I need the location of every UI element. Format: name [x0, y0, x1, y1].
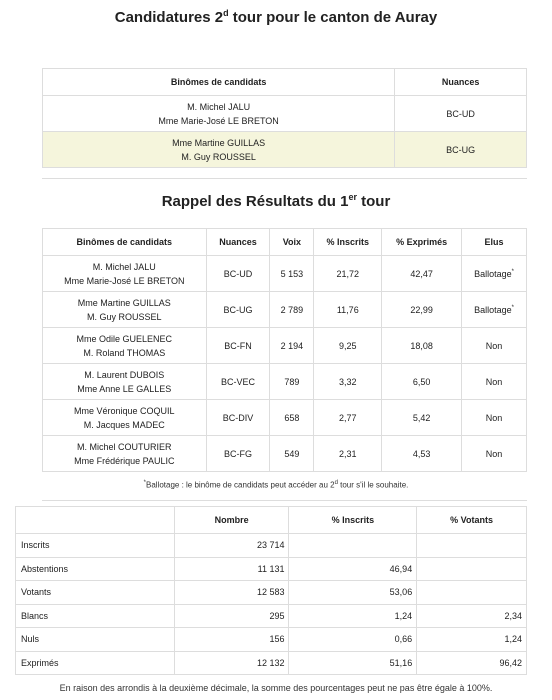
candidates-cell [43, 400, 207, 436]
candidate-name: M. Guy ROUSSEL [181, 151, 256, 162]
stats-inscrits: 0,66 [289, 628, 417, 652]
stats-votants: 96,42 [417, 651, 527, 675]
candidates-cell [43, 96, 395, 132]
header-empty [16, 507, 175, 534]
nuance-cell: BC-VEC [206, 364, 270, 400]
exprimes-cell: 18,08 [382, 328, 462, 364]
second-tour-title [0, 8, 552, 26]
header-elus: Elus [462, 229, 527, 256]
candidate-name: Mme Marie-José LE BRETON [64, 275, 185, 286]
stats-label: Inscrits [16, 534, 175, 558]
title-sup: er [348, 192, 357, 202]
title-text: Rappel des Résultats du 1 [161, 193, 349, 210]
stats-nombre: 11 131 [174, 557, 289, 581]
header-votants: % Votants [417, 507, 527, 534]
divider [42, 500, 527, 501]
header-voix: Voix [270, 229, 314, 256]
title-text-end: tour [356, 193, 391, 210]
candidates-cell [43, 436, 207, 472]
stats-label: Blancs [16, 604, 175, 628]
title-sup: d [223, 8, 229, 18]
candidate-name: Mme Martine GUILLAS [172, 137, 266, 148]
table-header-row [43, 229, 527, 256]
stats-label: Abstentions [16, 557, 175, 581]
voix-cell: 549 [270, 436, 314, 472]
note-sup: d [334, 480, 338, 486]
rounding-footnote: En raison des arrondis à la deuxième décimale, la somme des pourcentages peut ne pas être égale à 100%. [59, 683, 493, 693]
candidates-cell [43, 132, 395, 168]
elus-value: Non [485, 448, 503, 459]
exprimes-cell: 5,42 [382, 400, 462, 436]
elus-asterisk: * [511, 304, 514, 311]
inscrits-cell: 11,76 [314, 292, 382, 328]
candidate-name: Mme Frédérique PAULIC [74, 455, 175, 466]
inscrits-cell: 2,31 [314, 436, 382, 472]
header-exprimes: % Exprimés [382, 229, 462, 256]
stats-inscrits [289, 534, 417, 558]
table-header-row [16, 507, 527, 534]
stats-label: Votants [16, 581, 175, 605]
header-nuances: Nuances [206, 229, 270, 256]
candidate-name: Mme Anne LE GALLES [77, 383, 172, 394]
note-text: Ballotage : le binôme de candidats peut accéder au 2 [145, 480, 335, 490]
stats-nombre: 23 714 [174, 534, 289, 558]
title-text-end: tour pour le canton de Auray [228, 9, 438, 26]
header-binome: Binômes de candidats [43, 229, 207, 256]
stats-label: Nuls [16, 628, 175, 652]
header-binome: Binômes de candidats [43, 69, 395, 96]
exprimes-cell: 42,47 [382, 256, 462, 292]
divider [42, 178, 527, 179]
voix-cell: 2 789 [270, 292, 314, 328]
header-inscrits: % Inscrits [314, 229, 382, 256]
candidates-cell [43, 328, 207, 364]
voix-cell: 5 153 [270, 256, 314, 292]
elus-cell [462, 256, 527, 292]
elus-value: Non [485, 340, 503, 351]
stats-table [15, 506, 527, 675]
stats-votants: 1,24 [417, 628, 527, 652]
stats-row [16, 581, 527, 605]
stats-nombre: 12 583 [174, 581, 289, 605]
note-asterisk: * [143, 480, 146, 486]
stats-nombre: 295 [174, 604, 289, 628]
stats-row [16, 557, 527, 581]
stats-label: Exprimés [16, 651, 175, 675]
elus-cell [462, 292, 527, 328]
candidate-name: M. Roland THOMAS [83, 347, 166, 358]
candidate-name: M. Guy ROUSSEL [87, 311, 162, 322]
header-nombre: Nombre [174, 507, 289, 534]
candidates-cell [43, 256, 207, 292]
candidate-name: M. Laurent DUBOIS [84, 369, 165, 380]
exprimes-cell: 22,99 [382, 292, 462, 328]
nuance-cell: BC-FN [206, 328, 270, 364]
nuance-cell: BC-UG [395, 132, 527, 168]
candidates-cell [43, 292, 207, 328]
stats-inscrits: 1,24 [289, 604, 417, 628]
voix-cell: 2 194 [270, 328, 314, 364]
table-row [43, 436, 527, 472]
elus-cell [462, 328, 527, 364]
nuance-cell: BC-UD [395, 96, 527, 132]
stats-votants [417, 557, 527, 581]
table-header-row [43, 69, 527, 96]
elus-cell [462, 364, 527, 400]
elus-cell [462, 436, 527, 472]
stats-inscrits: 53,06 [289, 581, 417, 605]
candidates-cell [43, 364, 207, 400]
elus-value: Non [485, 412, 503, 423]
candidate-name: M. Michel COUTURIER [77, 441, 172, 452]
header-nuances: Nuances [395, 69, 527, 96]
second-tour-table [42, 68, 527, 168]
nuance-cell: BC-UG [206, 292, 270, 328]
table-row [43, 256, 527, 292]
elus-value: Ballotage [474, 268, 512, 279]
stats-inscrits: 51,16 [289, 651, 417, 675]
stats-row [16, 651, 527, 675]
table-row [43, 292, 527, 328]
table-row [43, 96, 527, 132]
candidate-name: M. Michel JALU [187, 101, 251, 112]
elus-asterisk: * [511, 268, 514, 275]
exprimes-cell: 4,53 [382, 436, 462, 472]
candidate-name: Mme Odile GUELENEC [76, 333, 173, 344]
elus-value: Ballotage [474, 304, 512, 315]
ballotage-note [0, 480, 552, 490]
table-row [43, 364, 527, 400]
first-tour-title [0, 192, 552, 210]
stats-row [16, 534, 527, 558]
stats-body [16, 534, 527, 675]
candidate-name: Mme Véronique COQUIL [74, 405, 175, 416]
stats-row [16, 604, 527, 628]
stats-inscrits: 46,94 [289, 557, 417, 581]
title-text: Candidatures 2 [114, 9, 224, 26]
nuance-cell: BC-UD [206, 256, 270, 292]
first-tour-body [43, 256, 527, 472]
inscrits-cell: 3,32 [314, 364, 382, 400]
stats-votants [417, 581, 527, 605]
voix-cell: 658 [270, 400, 314, 436]
elus-cell [462, 400, 527, 436]
candidate-name: M. Michel JALU [92, 261, 156, 272]
table-row [43, 400, 527, 436]
stats-votants: 2,34 [417, 604, 527, 628]
inscrits-cell: 21,72 [314, 256, 382, 292]
nuance-cell: BC-DIV [206, 400, 270, 436]
note-text-end: tour s'il le souhaite. [337, 480, 409, 490]
inscrits-cell: 2,77 [314, 400, 382, 436]
stats-nombre: 12 132 [174, 651, 289, 675]
table-row [43, 328, 527, 364]
table-row-highlighted [43, 132, 527, 168]
stats-votants [417, 534, 527, 558]
first-tour-table [42, 228, 527, 472]
nuance-cell: BC-FG [206, 436, 270, 472]
header-inscrits: % Inscrits [289, 507, 417, 534]
elus-value: Non [485, 376, 503, 387]
candidate-name: Mme Marie-José LE BRETON [158, 115, 279, 126]
voix-cell: 789 [270, 364, 314, 400]
candidate-name: M. Jacques MADEC [83, 419, 165, 430]
stats-row [16, 628, 527, 652]
exprimes-cell: 6,50 [382, 364, 462, 400]
inscrits-cell: 9,25 [314, 328, 382, 364]
candidate-name: Mme Martine GUILLAS [77, 297, 171, 308]
stats-nombre: 156 [174, 628, 289, 652]
